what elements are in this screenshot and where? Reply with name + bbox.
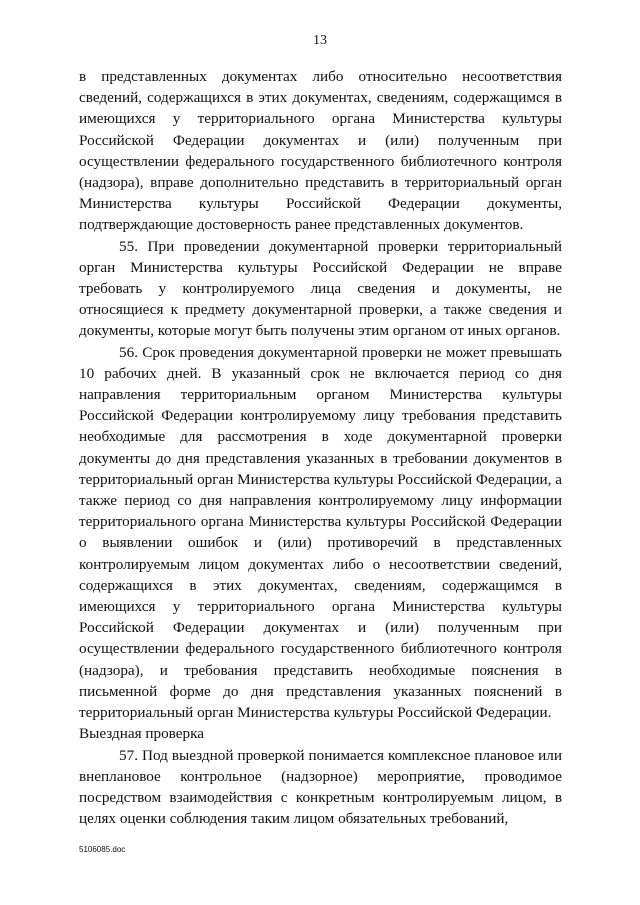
footer-filename: 5106085.doc	[79, 845, 126, 854]
section-heading: Выездная проверка	[79, 725, 204, 743]
paragraph-item-55: 55. При проведении документарной проверки территориальный орган Министерства культуры Российской Федерации не вправе требовать у контролируемого лица сведения и документы, не относящиеся к предмету документарной проверки, а также сведения и документы, которые могут быть получены этим органом от иных органов.	[79, 237, 562, 340]
paragraph-item-56: 56. Срок проведения документарной проверки не может превышать 10 рабочих дней. В указанный срок не включается период со дня направления территориальным органом Министерства культуры Российской Федерации контролируемому лицу требования представить необходимые для рассмотрения в ходе документарной проверки документы до дня представления указанных в требовании документов в территориальный орган Министерства культуры Российской Федерации, а также период со дня направления контролируемому лицу информации территориального органа Министерства культуры Российской Федерации о выявлении ошибок и (или) противоречий в представленных контролируемым лицом документах либо о несоответствии сведений, содержащихся в этих документах, сведениям, содержащимся в имеющихся у территориального органа Министерства культуры Российской Федерации документах и (или) полученным при осуществлении федерального государственного библиотечного контроля (надзора), и требования представить необходимые пояснения в письменной форме до дня представления указанных пояснений в территориальный орган Министерства культуры Российской Федерации.	[79, 343, 562, 722]
paragraphs-bottom	[79, 745, 562, 830]
paragraphs-top	[79, 66, 562, 723]
paragraph-continuation: в представленных документах либо относительно несоответствия сведений, содержащихся в этих документах, сведениям, содержащимся в имеющихся у территориального органа Министерства культуры Российской Федерации документах и (или) полученным при осуществлении федерального государственного библиотечного контроля (надзора), вправе дополнительно представить в территориальный орган Министерства культуры Российской Федерации документы, подтверждающие достоверность ранее представленных документов.	[79, 68, 562, 234]
document-body	[79, 66, 562, 829]
paragraph-item-57: 57. Под выездной проверкой понимается комплексное плановое или внеплановое контрольное (надзорное) мероприятие, проводимое посредством взаимодействия с конкретным контролируемым лицом, в целях оценки соблюдения таким лицом обязательных требований,	[79, 746, 562, 828]
page-number: 13	[313, 33, 327, 48]
